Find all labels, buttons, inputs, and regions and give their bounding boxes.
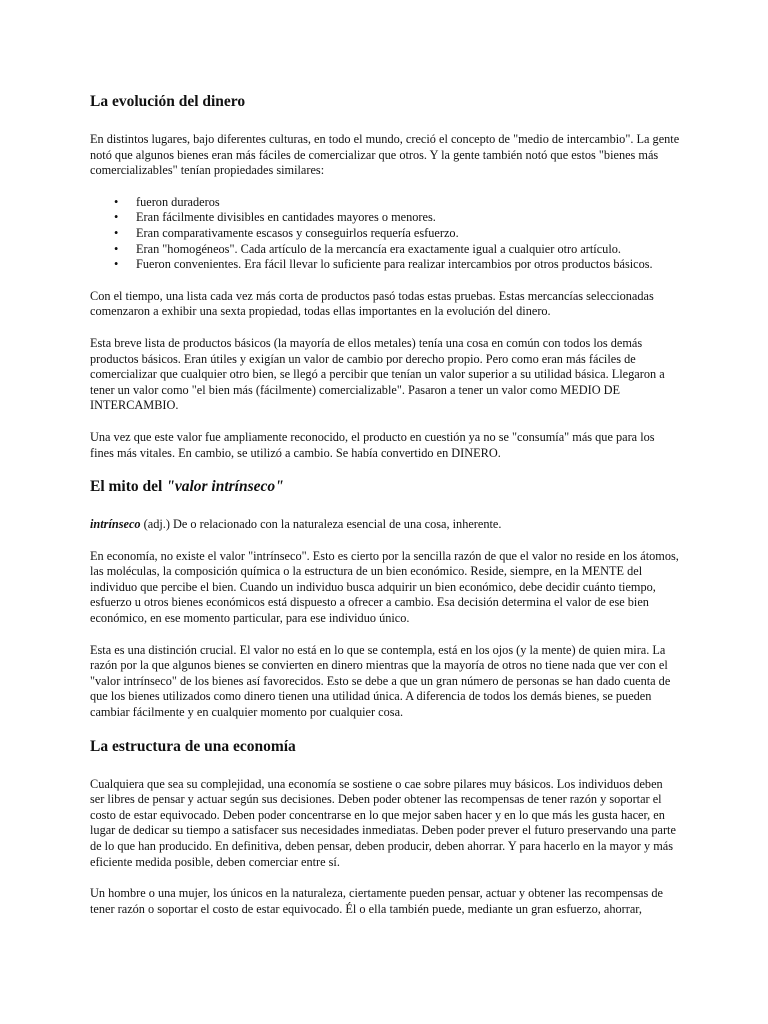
- list-item: • Eran fácilmente divisibles en cantidades mayores o menores.: [136, 210, 680, 226]
- definition-paragraph: [90, 517, 680, 533]
- list-item: • fueron duraderos: [136, 195, 680, 211]
- paragraph: Cualquiera que sea su complejidad, una economía se sostiene o cae sobre pilares muy básicos. Los individuos deben ser libres de pensar y actuar según sus decisiones. Deben poder obtener las recompensas de tener razón y soportar el costo de estar equivocado. Deben poder concentrarse en lo que mejor saben hacer y en lo que más les gusta hacer, en lugar de dedicar su tiempo a satisfacer sus necesidades inmediatas. Deben poder prever el futuro preservando una parte de lo que han producido. En definitiva, deben pensar, deben producir, deben ahorrar. Y para hacerlo en la mayor y más eficiente medida posible, deben comerciar entre sí.: [90, 776, 676, 869]
- paragraph: Con el tiempo, una lista cada vez más corta de productos pasó todas estas pruebas. Estas mercancías seleccionadas comenzaron a exhibir una sexta propiedad, todas ellas importantes en la evolución del dinero.: [90, 288, 654, 319]
- paragraph: En distintos lugares, bajo diferentes culturas, en todo el mundo, creció el concepto de "medio de intercambio". La gente notó que algunos bienes eran más fáciles de comercializar que otros. Y la gente también notó que estos "bienes más comercializables" tenían propiedades similares:: [90, 132, 680, 178]
- paragraph: Un hombre o una mujer, los únicos en la naturaleza, ciertamente pueden pensar, actuar y obtener las recompensas de tener razón o soportar el costo de estar equivocado. Él o ella también puede, mediante un gran esfuerzo, ahorrar,: [90, 886, 663, 916]
- section-heading-mito: [90, 477, 680, 497]
- section-heading-estructura: La estructura de una economía: [90, 737, 296, 755]
- paragraph: Una vez que este valor fue ampliamente reconocido, el producto en cuestión ya no se "consumía" más que para los fines más vitales. En cambio, se utilizó a cambio. Se había convertido en DINERO.: [90, 429, 655, 460]
- defined-term: intrínseco: [90, 517, 141, 532]
- definition-text: (adj.) De o relacionado con la naturaleza esencial de una cosa, inherente.: [140, 517, 502, 532]
- heading-italic: "valor intrínseco": [166, 478, 284, 496]
- paragraph: Esta breve lista de productos básicos (la mayoría de ellos metales) tenía una cosa en común con todos los demás productos básicos. Eran útiles y exigían un valor de cambio por derecho propio. Pero como eran más fáciles de comercializar que cualquier otro bien, se llegó a percibir que tenían un valor superior a su utilidad básica. Llegaron a tener un valor como "el bien más (fácilmente) comercializable". Pasaron a tener un valor como MEDIO DE INTERCAMBIO.: [90, 335, 665, 413]
- document-page: [90, 92, 680, 933]
- paragraph: Esta es una distinción crucial. El valor no está en lo que se contempla, está en los ojos (y la mente) de quien mira. La razón por la que algunos bienes se convierten en dinero mientras que la mayoría de otros no tiene nada que ver con el "valor intrínseco" de los bienes así favorecidos. Esto se debe a que un gran número de personas se han dado cuenta de que los bienes utilizados como dinero tienen una utilidad única. A diferencia de todos los demás bienes, se pueden cambiar fácilmente y en cualquier momento por cualquier cosa.: [90, 642, 671, 720]
- paragraph: En economía, no existe el valor "intrínseco". Esto es cierto por la sencilla razón de que el valor no reside en los átomos, las moléculas, la composición química o la estructura de un bien económico. Reside, siempre, en la MENTE del individuo que percibe el bien. Cuando un individuo busca adquirir un bien económico, debe decidir cuánto tiempo, esfuerzo u otros bienes económicos está dispuesto a ofrecer a cambio. Esa decisión determina el valor de ese bien económico, en ese momento particular, para ese individuo único.: [90, 548, 679, 626]
- list-item: • Eran "homogéneos". Cada artículo de la mercancía era exactamente igual a cualquier otro artículo.: [136, 242, 680, 258]
- heading-prefix: El mito del: [90, 478, 167, 496]
- list-item: • Fueron convenientes. Era fácil llevar lo suficiente para realizar intercambios por otros productos básicos.: [136, 257, 680, 273]
- bullet-list: [90, 195, 680, 273]
- list-item: • Eran comparativamente escasos y conseguirlos requería esfuerzo.: [136, 226, 680, 242]
- section-heading-evolucion: La evolución del dinero: [90, 93, 246, 110]
